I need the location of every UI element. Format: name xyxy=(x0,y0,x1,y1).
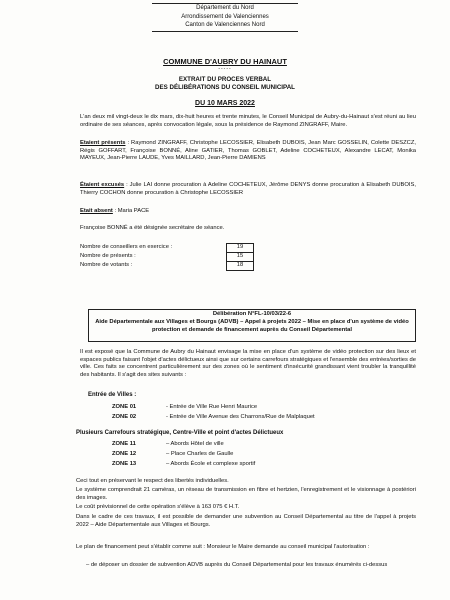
presents-list: : Raymond ZINGRAFF, Christophe LECOSSIER, Elisabeth DUBOIS, Jean Marc GOSSELIN, Colette DESZCZ, Régis GOFFART, Françoise BONNÉ, Aline GATIER, Thomas GOBLET, Adeline COCHETEUX, Alexandre LECAT, Monika MAYEUX, Jean-Pierre LAUDE, Yves MAILLARD, Jean-Pierre DAMIENS xyxy=(80,140,416,162)
absent-label: Etait absent xyxy=(80,208,113,214)
excused-paragraph xyxy=(80,182,416,197)
body-line: Dans le cadre de ces travaux, il est possible de demander une subvention au Conseil Départemental au titre de l'appel à projets 2022 – Aide Départementale aux Villages et Bourgs. xyxy=(76,514,416,528)
body-line: Ceci tout en préservant le respect des libertés individuelles. xyxy=(76,478,229,484)
zone-code: ZONE 11 xyxy=(112,441,136,447)
session-date: DU 10 MARS 2022 xyxy=(195,100,255,107)
body-line: Le coût prévisionnel de cette opération s'élève à 163 075 € H.T. xyxy=(76,504,240,510)
deliberation-title: Aide Départementale aux Villages et Bourgs (ADVB) – Appel à projets 2022 – Mise en place d'un système de vidéo protection et demande de financement auprès du Conseil Départemental xyxy=(95,318,409,333)
zone-text: - Entrée de Ville Rue Henri Maurice xyxy=(166,404,258,410)
zone-row xyxy=(112,414,315,420)
bullet-item: – de déposer un dossier de subvention ADVB auprès du Conseil Départemental pour les travaux énumérés ci-dessus xyxy=(86,562,388,568)
zone-row xyxy=(112,404,257,410)
financing-paragraph: Le plan de financement peut s'établir comme suit : Monsieur le Maire demande au conseil municipal l'autorisation : xyxy=(76,544,370,550)
zone-row xyxy=(112,451,233,457)
zone-row xyxy=(112,461,255,467)
count-label-2: Nombre de présents : xyxy=(80,253,136,259)
separator: ----- xyxy=(218,66,232,72)
header-canton: Canton de Valenciennes Nord xyxy=(185,22,265,28)
body-line: Le système comprendrait 21 caméras, un réseau de transmission en fibre et hertzien, l'enregistrement et le visionnage à postériori des images. xyxy=(76,487,416,501)
header-top-rule xyxy=(152,3,298,4)
absent-name: : Maria PACE xyxy=(112,208,150,214)
secretary-line: Françoise BONNÉ a été désignée secrétaire de séance. xyxy=(80,225,225,231)
zone-text: – Place Charles de Gaulle xyxy=(166,451,234,457)
count-value-1: 19 xyxy=(226,243,254,253)
zone-text: - Entrée de Ville Avenue des Charrons/Rue de Malplaquet xyxy=(166,414,315,420)
zone-text: – Abords École et complexe sportif xyxy=(166,461,256,467)
excused-list: : Julie LAI donne procuration à Adeline COCHETEUX, Jérôme DENYS donne procuration à Elisabeth DUBOIS, Thierry COCHON donne procuration à Christophe LECOSSIER xyxy=(80,182,416,196)
excused-label: Étaient excusés xyxy=(80,182,125,188)
zone-code: ZONE 13 xyxy=(112,461,137,467)
extract-title-line: DES DÉLIBÉRATIONS DU CONSEIL MUNICIPAL xyxy=(155,84,295,91)
exposition-paragraph: Il est exposé que la Commune de Aubry du Hainaut envisage la mise en place d'un système de vidéo protection sur des lieux et espaces publics faisant l'objet d'actes délictueux ainsi que sur certains carrefours stratégiques et l'ensemble des entrées/sorties de ville. Ces faits se concentrent particulièrement sur des zones où le sentiment d'insécurité grandissant vient troubler la tranquillité des habitants. Il s'agit des sites suivants : xyxy=(80,349,416,378)
count-value-3: 18 xyxy=(226,261,254,271)
count-label-3: Nombre de votants : xyxy=(80,262,133,268)
zone-row xyxy=(112,441,224,447)
deliberation-box xyxy=(88,309,416,342)
count-label-1: Nombre de conseillers en exercice : xyxy=(80,244,173,250)
carrefours-heading: Plusieurs Carrefours stratégique, Centre-Ville et point d'actes Délictueux xyxy=(76,430,284,436)
header-department: Département du Nord xyxy=(196,5,254,11)
intro-paragraph: L'an deux mil vingt-deux le dix mars, dix-huit heures et trente minutes, le Conseil Municipal de Aubry-du-Hainaut s'est réuni au lieu ordinaire de ses séances, après convocation légale, sous la présidence de Raymond ZINGRAFF, Maire. xyxy=(80,114,416,128)
extract-title xyxy=(130,76,320,92)
zone-code: ZONE 12 xyxy=(112,451,137,457)
zone-code: ZONE 02 xyxy=(112,414,137,420)
extract-title-line: EXTRAIT DU PROCES VERBAL xyxy=(178,76,272,83)
count-value-2: 15 xyxy=(226,252,254,262)
absent-paragraph xyxy=(80,208,416,216)
presents-paragraph xyxy=(80,140,416,163)
header-arrondissement: Arrondissement de Valenciennes xyxy=(181,13,269,20)
entries-heading: Entrée de Villes : xyxy=(88,392,137,398)
commune-title: COMMUNE D'AUBRY DU HAINAUT xyxy=(163,57,287,66)
zone-code: ZONE 01 xyxy=(112,404,137,410)
header-bottom-rule xyxy=(152,31,298,32)
presents-label: Etaient présents xyxy=(80,140,126,146)
administrative-header xyxy=(150,4,300,30)
deliberation-number: Délibération N°FL-10/03/22-6 xyxy=(212,311,292,317)
zone-text: – Abords Hôtel de ville xyxy=(166,441,224,447)
